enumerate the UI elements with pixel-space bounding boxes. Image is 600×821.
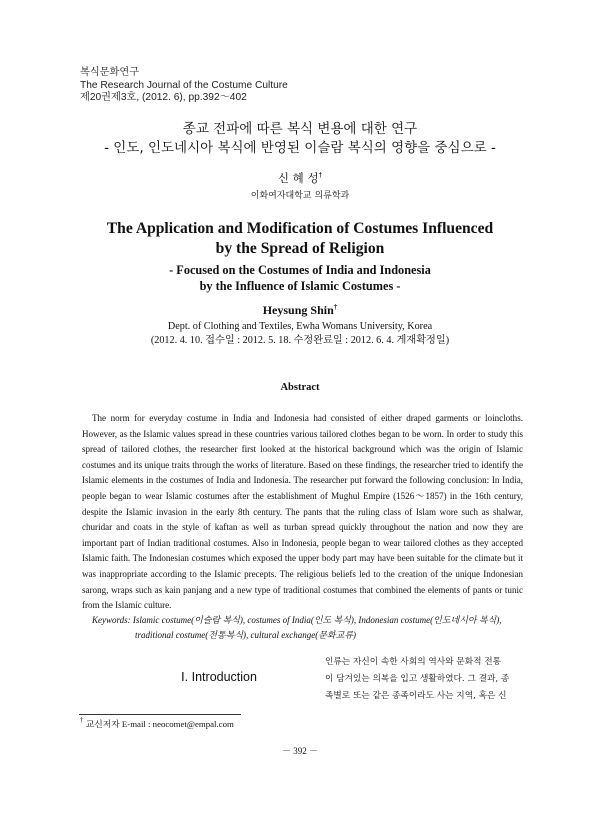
footnote (80, 718, 234, 730)
english-author (0, 303, 600, 318)
abstract-heading: Abstract (280, 382, 320, 393)
korean-author-name: 신 혜 성 (277, 171, 319, 185)
section-heading-introduction: Ⅰ. Introduction (181, 670, 257, 684)
keywords-line-2: traditional costume(전통복식), cultural exchange(문화교류) (135, 630, 357, 640)
submission-dates: (2012. 4. 10. 접수일 : 2012. 5. 18. 수정완료일 : 2012. 6. 4. 게재확정일) (150, 335, 450, 346)
volume-info: 제20권제3호, (2012. 6), pp.392～402 (80, 92, 247, 103)
corresponding-mark: † (333, 303, 338, 311)
korean-author (0, 171, 600, 186)
footnote-text: 교신저자 E-mail : neocomet@empal.com (85, 719, 234, 729)
korean-title-block (0, 120, 600, 158)
english-subtitle-block (0, 262, 600, 294)
abstract-body (82, 411, 523, 614)
english-title-line-2: by the Spread of Religion (215, 240, 385, 257)
korean-title: 종교 전파에 따른 복식 변용에 대한 연구 (182, 121, 418, 137)
intro-line: 이 담겨있는 의복을 입고 생활하였다. 그 결과, 종 (325, 674, 510, 684)
footnote-divider (79, 714, 241, 715)
english-subtitle-line-1: - Focused on the Costumes of India and Indonesia (169, 263, 431, 277)
footnote-mark: † (80, 716, 84, 724)
corresponding-mark: † (318, 171, 323, 179)
abstract-text: The norm for everyday costume in India and Indonesia had consisted of either draped garments or loincloths. However, as the Islamic values spread in these countries various tailored clothes began to be worn. In order to study this spread of tailored clothes, the researcher first looked at the historical background which was the origin of Islamic costumes and its unique traits through the works of literature. Based on these findings, the researcher tried to identify the Islamic elements in the costumes of India and Indonesia. The researcher put forward the following conclusion: In India, people began to wear Islamic costumes after the establishment of Mughul Empire (1526～1857) in the 16th century, despite the Islamic invasion in the early 8th century. The pants that the ruling class of Islam wore such as shalwar, churidar and coats in the style of kaftan as well as turban spread quickly throughout the nation and now they are important part of Indian traditional costumes. Also in Indonesia, people began to wear tailored clothes as they accepted Islamic faith. The Indonesian costumes which exposed the upper body part may have been suitable for the climate but it was inappropriate according to the Islamic precepts. The religious beliefs led to the creation of the unique Indonesian sarong, wraps such as kain panjang and a new type of traditional costumes that combined the elements of pants or tunic from the Islamic culture. (82, 413, 523, 611)
english-title-line-1: The Application and Modification of Costumes Influenced (106, 220, 494, 237)
korean-subtitle: - 인도, 인도네시아 복식에 반영된 이슬람 복식의 영향을 중심으로 - (104, 140, 496, 156)
intro-line: 족별로 또는 같은 종족이라도 사는 지역, 혹은 신 (325, 691, 507, 701)
page-number: － 392 － (281, 746, 318, 756)
english-author-name: Heysung Shin (262, 303, 334, 317)
english-title-block (0, 219, 600, 259)
intro-line: 인류는 자신이 속한 사회의 역사와 문화적 전통 (325, 657, 502, 667)
introduction-text (325, 654, 524, 705)
english-affiliation: Dept. of Clothing and Textiles, Ewha Womans University, Korea (167, 321, 433, 332)
journal-header (80, 67, 288, 105)
english-affiliation-block (0, 320, 600, 348)
english-subtitle-line-2: by the Influence of Islamic Costumes - (199, 279, 401, 293)
journal-name-english: The Research Journal of the Costume Culture (80, 79, 288, 91)
keywords-line-1: Keywords: Islamic costume(이슬람 복식), costumes of India(인도 복식), Indonesian costume(인도네시아 복식), (92, 615, 502, 625)
journal-name-korean: 복식문화연구 (80, 67, 140, 78)
korean-affiliation: 이화여자대학교 의류학과 (250, 191, 350, 201)
keywords (92, 613, 532, 643)
